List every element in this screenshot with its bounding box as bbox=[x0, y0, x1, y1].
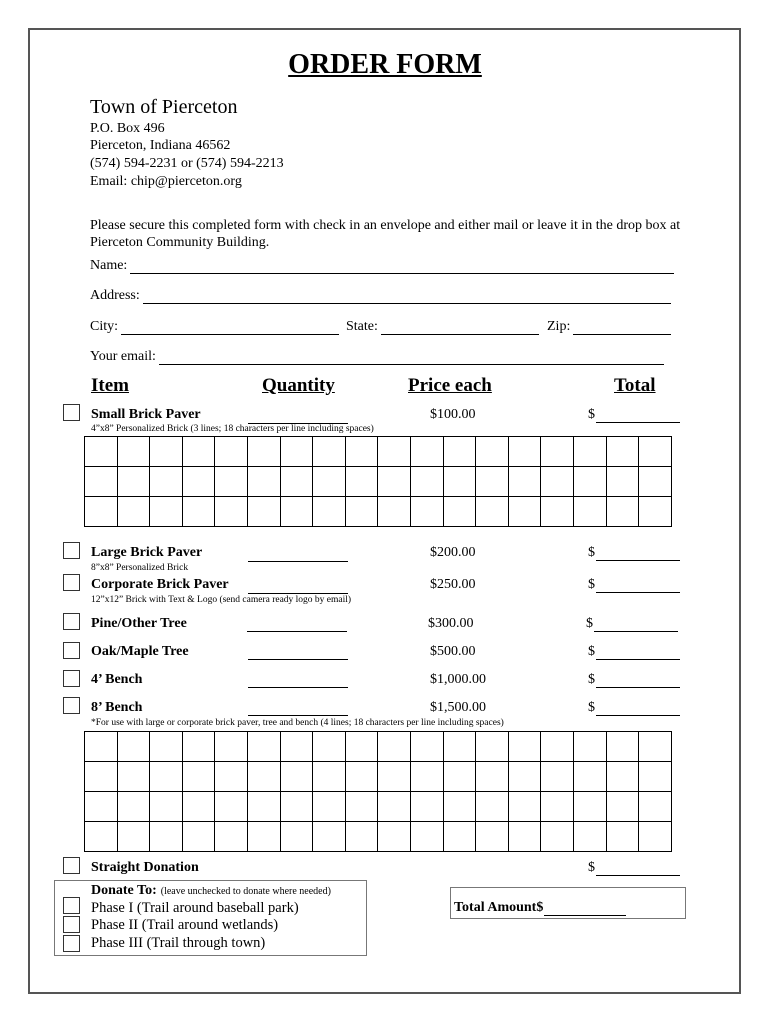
oak-tree-total[interactable] bbox=[588, 644, 680, 660]
column-price: Price each bbox=[408, 375, 492, 396]
pine-tree-price: $300.00 bbox=[428, 616, 474, 631]
brick-grid-cell[interactable] bbox=[313, 467, 346, 497]
bench-grid-cell[interactable] bbox=[410, 822, 443, 852]
four-bench-price: $1,000.00 bbox=[430, 672, 486, 687]
address-field[interactable] bbox=[90, 288, 671, 304]
brick-grid-cell[interactable] bbox=[606, 467, 639, 497]
email-field[interactable] bbox=[90, 349, 664, 365]
engraving-note: *For use with large or corporate brick paver, tree and bench (4 lines; 18 characters per line including spaces) bbox=[91, 718, 504, 728]
bench-grid-cell[interactable] bbox=[85, 762, 118, 792]
pine-tree-total[interactable] bbox=[586, 616, 678, 632]
email-line[interactable] bbox=[159, 350, 664, 365]
bench-grid-cell[interactable] bbox=[606, 762, 639, 792]
brick-grid-cell[interactable] bbox=[345, 437, 378, 467]
bench-grid-cell[interactable] bbox=[639, 732, 672, 762]
bench-grid-cell[interactable] bbox=[182, 762, 215, 792]
total-line[interactable] bbox=[596, 408, 680, 423]
oak-tree-label: Oak/Maple Tree bbox=[91, 644, 189, 659]
oak-tree-price: $500.00 bbox=[430, 644, 476, 659]
dollar-sign: $ bbox=[588, 860, 595, 875]
total-line[interactable] bbox=[596, 701, 680, 716]
brick-grid-cell[interactable] bbox=[573, 437, 606, 467]
org-name: Town of Pierceton bbox=[90, 96, 238, 118]
donate-to-note: (leave unchecked to donate where needed) bbox=[160, 886, 331, 897]
brick-grid-cell[interactable] bbox=[247, 467, 280, 497]
bench-grid-cell[interactable] bbox=[378, 762, 411, 792]
dollar-sign: $ bbox=[588, 545, 595, 560]
bench-grid-cell[interactable] bbox=[378, 822, 411, 852]
bench-grid-cell[interactable] bbox=[345, 732, 378, 762]
bench-grid-cell[interactable] bbox=[573, 822, 606, 852]
bench-grid-cell[interactable] bbox=[606, 792, 639, 822]
zip-label: Zip: bbox=[547, 319, 571, 334]
brick-grid-cell[interactable] bbox=[215, 497, 248, 527]
donation-total[interactable] bbox=[588, 860, 680, 876]
state-line[interactable] bbox=[381, 320, 539, 335]
oak-tree-checkbox[interactable] bbox=[63, 642, 80, 659]
eight-bench-total[interactable] bbox=[588, 700, 680, 716]
bench-grid-cell[interactable] bbox=[573, 762, 606, 792]
bench-grid-cell[interactable] bbox=[280, 792, 313, 822]
brick-grid-cell[interactable] bbox=[378, 497, 411, 527]
bench-grid-cell[interactable] bbox=[639, 792, 672, 822]
small-brick-quantity[interactable] bbox=[248, 409, 348, 424]
brick-grid-cell[interactable] bbox=[247, 497, 280, 527]
bench-grid-row bbox=[85, 792, 672, 822]
bench-grid-cell[interactable] bbox=[508, 822, 541, 852]
brick-grid-cell[interactable] bbox=[410, 497, 443, 527]
brick-grid-cell[interactable] bbox=[313, 437, 346, 467]
bench-grid-cell[interactable] bbox=[508, 792, 541, 822]
four-bench-label: 4’ Bench bbox=[91, 672, 143, 687]
brick-grid-cell[interactable] bbox=[85, 437, 118, 467]
bench-engraving-grid[interactable] bbox=[84, 731, 672, 852]
brick-grid-cell[interactable] bbox=[150, 467, 183, 497]
bench-grid-cell[interactable] bbox=[476, 762, 509, 792]
brick-grid-cell[interactable] bbox=[378, 437, 411, 467]
donation-checkbox[interactable] bbox=[63, 857, 80, 874]
bench-grid-cell[interactable] bbox=[150, 822, 183, 852]
bench-grid-row bbox=[85, 822, 672, 852]
zip-line[interactable] bbox=[573, 320, 671, 335]
corporate-brick-price: $250.00 bbox=[430, 577, 476, 592]
bench-grid-cell[interactable] bbox=[215, 792, 248, 822]
column-total: Total bbox=[614, 375, 656, 396]
bench-grid-cell[interactable] bbox=[410, 762, 443, 792]
total-line[interactable] bbox=[596, 673, 680, 688]
dollar-sign: $ bbox=[588, 577, 595, 592]
bench-grid-cell[interactable] bbox=[247, 822, 280, 852]
bench-grid-cell[interactable] bbox=[541, 762, 574, 792]
small-brick-checkbox[interactable] bbox=[63, 404, 80, 421]
bench-grid-cell[interactable] bbox=[215, 822, 248, 852]
brick-grid-row bbox=[85, 437, 672, 467]
eight-bench-checkbox[interactable] bbox=[63, 697, 80, 714]
bench-grid-cell[interactable] bbox=[606, 732, 639, 762]
eight-bench-price: $1,500.00 bbox=[430, 700, 486, 715]
large-brick-label: Large Brick Paver bbox=[91, 545, 203, 560]
four-bench-quantity[interactable] bbox=[248, 673, 348, 688]
bench-grid-cell[interactable] bbox=[639, 822, 672, 852]
bench-grid-cell[interactable] bbox=[606, 822, 639, 852]
pine-tree-checkbox[interactable] bbox=[63, 613, 80, 630]
corporate-brick-note: 12”x12” Brick with Text & Logo (send camera ready logo by email) bbox=[91, 595, 352, 605]
bench-grid-row bbox=[85, 732, 672, 762]
corporate-brick-quantity[interactable] bbox=[248, 579, 348, 594]
phase2-label: Phase II (Trail around wetlands) bbox=[91, 917, 279, 933]
brick-grid-cell[interactable] bbox=[182, 497, 215, 527]
phase2-checkbox[interactable] bbox=[63, 916, 80, 933]
brick-grid-cell[interactable] bbox=[215, 437, 248, 467]
total-line[interactable] bbox=[596, 861, 680, 876]
bench-grid-cell[interactable] bbox=[476, 822, 509, 852]
phase1-label: Phase I (Trail around baseball park) bbox=[91, 900, 299, 916]
phase3-checkbox[interactable] bbox=[63, 935, 80, 952]
bench-grid-cell[interactable] bbox=[410, 792, 443, 822]
bench-grid-cell[interactable] bbox=[378, 732, 411, 762]
brick-grid-cell[interactable] bbox=[150, 437, 183, 467]
bench-grid-cell[interactable] bbox=[117, 762, 150, 792]
brick-grid-cell[interactable] bbox=[85, 467, 118, 497]
large-brick-note: 8”x8” Personalized Brick bbox=[91, 563, 189, 573]
pine-tree-label: Pine/Other Tree bbox=[91, 616, 187, 631]
dollar-sign: $ bbox=[588, 672, 595, 687]
brick-grid-cell[interactable] bbox=[280, 437, 313, 467]
bench-grid-cell[interactable] bbox=[313, 762, 346, 792]
bench-grid-cell[interactable] bbox=[541, 822, 574, 852]
large-brick-quantity[interactable] bbox=[248, 547, 348, 562]
corporate-brick-label: Corporate Brick Paver bbox=[91, 577, 229, 592]
bench-grid-row bbox=[85, 762, 672, 792]
bench-grid-cell[interactable] bbox=[443, 762, 476, 792]
brick-grid-cell[interactable] bbox=[639, 437, 672, 467]
bench-grid-cell[interactable] bbox=[280, 762, 313, 792]
bench-grid-cell[interactable] bbox=[150, 792, 183, 822]
small-brick-note: 4”x8” Personalized Brick (3 lines; 18 characters per line including spaces) bbox=[91, 424, 374, 434]
total-amount-label: Total Amount$ bbox=[454, 900, 544, 915]
brick-grid-cell[interactable] bbox=[573, 467, 606, 497]
phase1-checkbox[interactable] bbox=[63, 897, 80, 914]
total-amount-field[interactable] bbox=[454, 900, 626, 916]
small-brick-price: $100.00 bbox=[430, 407, 476, 422]
bench-grid-cell[interactable] bbox=[345, 822, 378, 852]
total-amount-line[interactable] bbox=[544, 901, 626, 916]
brick-grid-cell[interactable] bbox=[117, 497, 150, 527]
dollar-sign: $ bbox=[588, 644, 595, 659]
bench-grid-cell[interactable] bbox=[215, 762, 248, 792]
city-label: City: bbox=[90, 319, 119, 334]
total-line[interactable] bbox=[596, 546, 680, 561]
bench-grid-cell[interactable] bbox=[150, 732, 183, 762]
org-email: Email: chip@pierceton.org bbox=[90, 174, 242, 189]
brick-grid-cell[interactable] bbox=[443, 437, 476, 467]
oak-tree-quantity[interactable] bbox=[248, 645, 348, 660]
donation-label: Straight Donation bbox=[91, 860, 199, 875]
bench-grid-cell[interactable] bbox=[378, 792, 411, 822]
bench-grid-cell[interactable] bbox=[182, 822, 215, 852]
bench-grid-cell[interactable] bbox=[410, 732, 443, 762]
large-brick-checkbox[interactable] bbox=[63, 542, 80, 559]
total-line[interactable] bbox=[594, 617, 678, 632]
brick-grid-cell[interactable] bbox=[117, 467, 150, 497]
brick-grid-cell[interactable] bbox=[508, 437, 541, 467]
eight-bench-quantity[interactable] bbox=[248, 701, 348, 716]
four-bench-total[interactable] bbox=[588, 672, 680, 688]
brick-grid-cell[interactable] bbox=[85, 497, 118, 527]
brick-grid-cell[interactable] bbox=[541, 437, 574, 467]
bench-grid-cell[interactable] bbox=[541, 732, 574, 762]
bench-grid-cell[interactable] bbox=[313, 732, 346, 762]
bench-grid-cell[interactable] bbox=[508, 762, 541, 792]
brick-grid-cell[interactable] bbox=[410, 467, 443, 497]
bench-grid-cell[interactable] bbox=[313, 822, 346, 852]
bench-grid-cell[interactable] bbox=[150, 762, 183, 792]
bench-grid-cell[interactable] bbox=[117, 792, 150, 822]
bench-grid-cell[interactable] bbox=[85, 732, 118, 762]
brick-grid-row bbox=[85, 467, 672, 497]
brick-grid-cell[interactable] bbox=[150, 497, 183, 527]
brick-grid-cell[interactable] bbox=[182, 437, 215, 467]
column-item: Item bbox=[91, 375, 129, 396]
bench-grid-cell[interactable] bbox=[443, 732, 476, 762]
state-label: State: bbox=[346, 319, 378, 334]
dollar-sign: $ bbox=[586, 616, 593, 631]
brick-grid-cell[interactable] bbox=[443, 497, 476, 527]
small-brick-total[interactable] bbox=[588, 407, 680, 423]
phase3-label: Phase III (Trail through town) bbox=[91, 935, 266, 951]
bench-grid-cell[interactable] bbox=[476, 732, 509, 762]
bench-grid-cell[interactable] bbox=[508, 732, 541, 762]
pine-tree-quantity[interactable] bbox=[247, 617, 347, 632]
large-brick-price: $200.00 bbox=[430, 545, 476, 560]
small-brick-label: Small Brick Paver bbox=[91, 407, 201, 422]
bench-grid-cell[interactable] bbox=[573, 792, 606, 822]
dollar-sign: $ bbox=[588, 700, 595, 715]
brick-grid-cell[interactable] bbox=[476, 497, 509, 527]
brick-grid-cell[interactable] bbox=[606, 497, 639, 527]
bench-grid-cell[interactable] bbox=[345, 792, 378, 822]
bench-grid-cell[interactable] bbox=[639, 762, 672, 792]
bench-grid-cell[interactable] bbox=[443, 792, 476, 822]
brick-grid-cell[interactable] bbox=[476, 437, 509, 467]
bench-grid-cell[interactable] bbox=[117, 822, 150, 852]
brick-grid-cell[interactable] bbox=[541, 467, 574, 497]
bench-grid-cell[interactable] bbox=[85, 822, 118, 852]
brick-grid-cell[interactable] bbox=[117, 437, 150, 467]
bench-grid-cell[interactable] bbox=[280, 822, 313, 852]
instructions: Please secure this completed form with check in an envelope and either mail or leave it in the drop box at Pierceton Community Building. bbox=[90, 218, 681, 250]
brick-grid-cell[interactable] bbox=[280, 497, 313, 527]
bench-grid-cell[interactable] bbox=[476, 792, 509, 822]
org-address1: P.O. Box 496 bbox=[90, 121, 165, 136]
corporate-brick-total[interactable] bbox=[588, 577, 680, 593]
bench-grid-cell[interactable] bbox=[280, 732, 313, 762]
state-field[interactable] bbox=[346, 319, 539, 335]
brick-grid-cell[interactable] bbox=[443, 467, 476, 497]
bench-grid-cell[interactable] bbox=[117, 732, 150, 762]
four-bench-checkbox[interactable] bbox=[63, 670, 80, 687]
bench-grid-cell[interactable] bbox=[182, 732, 215, 762]
dollar-sign: $ bbox=[588, 407, 595, 422]
name-label: Name: bbox=[90, 258, 128, 273]
bench-grid-cell[interactable] bbox=[443, 822, 476, 852]
brick-grid-cell[interactable] bbox=[476, 467, 509, 497]
form-title: ORDER FORM bbox=[288, 49, 482, 80]
brick-grid-cell[interactable] bbox=[639, 467, 672, 497]
brick-grid-cell[interactable] bbox=[573, 497, 606, 527]
brick-grid-cell[interactable] bbox=[606, 437, 639, 467]
eight-bench-label: 8’ Bench bbox=[91, 700, 143, 715]
corporate-brick-checkbox[interactable] bbox=[63, 574, 80, 591]
total-line[interactable] bbox=[596, 645, 680, 660]
brick-grid-cell[interactable] bbox=[508, 467, 541, 497]
zip-field[interactable] bbox=[547, 319, 671, 335]
name-line[interactable] bbox=[130, 259, 674, 274]
brick-grid-cell[interactable] bbox=[280, 467, 313, 497]
bench-grid-cell[interactable] bbox=[345, 762, 378, 792]
bench-grid-cell[interactable] bbox=[541, 792, 574, 822]
org-phone: (574) 594-2231 or (574) 594-2213 bbox=[90, 156, 284, 171]
bench-grid-cell[interactable] bbox=[313, 792, 346, 822]
brick-grid-cell[interactable] bbox=[410, 437, 443, 467]
brick-grid-cell[interactable] bbox=[378, 467, 411, 497]
brick-grid-cell[interactable] bbox=[345, 497, 378, 527]
bench-grid-cell[interactable] bbox=[247, 762, 280, 792]
donate-to-label: Donate To: bbox=[91, 883, 157, 898]
brick-grid-cell[interactable] bbox=[639, 497, 672, 527]
brick-grid-cell[interactable] bbox=[247, 437, 280, 467]
brick-grid-cell[interactable] bbox=[313, 497, 346, 527]
address-label: Address: bbox=[90, 288, 140, 303]
bench-grid-cell[interactable] bbox=[85, 792, 118, 822]
brick-grid-cell[interactable] bbox=[345, 467, 378, 497]
city-line[interactable] bbox=[121, 320, 339, 335]
name-field[interactable] bbox=[90, 258, 674, 274]
small-brick-engraving-grid[interactable] bbox=[84, 436, 672, 527]
org-address2: Pierceton, Indiana 46562 bbox=[90, 138, 231, 153]
large-brick-total[interactable] bbox=[588, 545, 680, 561]
total-line[interactable] bbox=[596, 578, 680, 593]
brick-grid-cell[interactable] bbox=[182, 467, 215, 497]
brick-grid-row bbox=[85, 497, 672, 527]
city-field[interactable] bbox=[90, 319, 339, 335]
bench-grid-cell[interactable] bbox=[182, 792, 215, 822]
brick-grid-cell[interactable] bbox=[215, 467, 248, 497]
bench-grid-cell[interactable] bbox=[247, 792, 280, 822]
brick-grid-cell[interactable] bbox=[508, 497, 541, 527]
bench-grid-cell[interactable] bbox=[247, 732, 280, 762]
brick-grid-cell[interactable] bbox=[541, 497, 574, 527]
address-line[interactable] bbox=[143, 289, 671, 304]
donate-to-heading bbox=[91, 881, 331, 899]
email-label: Your email: bbox=[90, 349, 156, 364]
bench-grid-cell[interactable] bbox=[573, 732, 606, 762]
bench-grid-cell[interactable] bbox=[215, 732, 248, 762]
column-quantity: Quantity bbox=[262, 375, 335, 396]
